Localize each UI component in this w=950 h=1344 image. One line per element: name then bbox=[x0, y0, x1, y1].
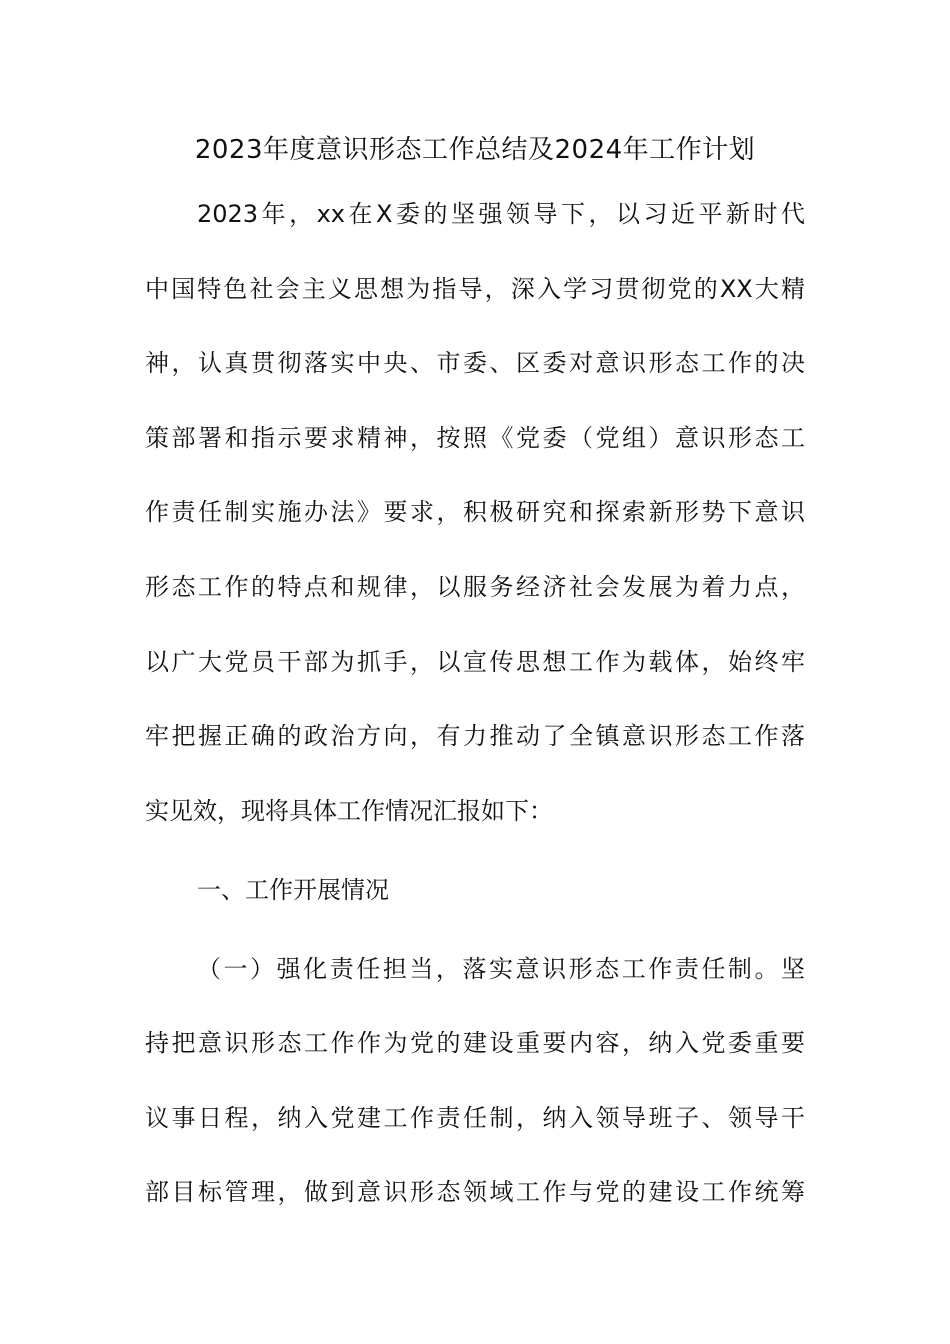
paragraph-line: 形态工作的特点和规律，以服务经济社会发展为着力点， bbox=[145, 573, 805, 601]
paragraph-line: 神，认真贯彻落实中央、市委、区委对意识形态工作的决 bbox=[145, 349, 805, 377]
paragraph-line: （一）强化责任担当，落实意识形态工作责任制。坚 bbox=[197, 955, 805, 983]
paragraph-line: 以广大党员干部为抓手，以宣传思想工作为载体，始终牢 bbox=[145, 648, 805, 676]
document-title: 2023年度意识形态工作总结及2024年工作计划 bbox=[194, 135, 756, 165]
paragraph-line: 议事日程，纳入党建工作责任制，纳入领导班子、领导干 bbox=[145, 1104, 805, 1132]
paragraph-line: 持把意识形态工作作为党的建设重要内容，纳入党委重要 bbox=[145, 1029, 805, 1057]
paragraph-line: 策部署和指示要求精神，按照《党委（党组）意识形态工 bbox=[145, 424, 805, 452]
paragraph-line: 实见效，现将具体工作情况汇报如下： bbox=[145, 797, 553, 825]
paragraph-line: 作责任制实施办法》要求，积极研究和探索新形势下意识 bbox=[145, 498, 805, 526]
paragraph-line: 部目标管理，做到意识形态领域工作与党的建设工作统筹 bbox=[145, 1178, 805, 1206]
paragraph-line: 中国特色社会主义思想为指导，深入学习贯彻党的XX大精 bbox=[145, 275, 805, 303]
section-heading: 一、工作开展情况 bbox=[197, 876, 389, 904]
paragraph-line: 牢把握正确的政治方向，有力推动了全镇意识形态工作落 bbox=[145, 722, 805, 750]
paragraph-line: 2023年，xx在X委的坚强领导下，以习近平新时代 bbox=[197, 200, 805, 228]
